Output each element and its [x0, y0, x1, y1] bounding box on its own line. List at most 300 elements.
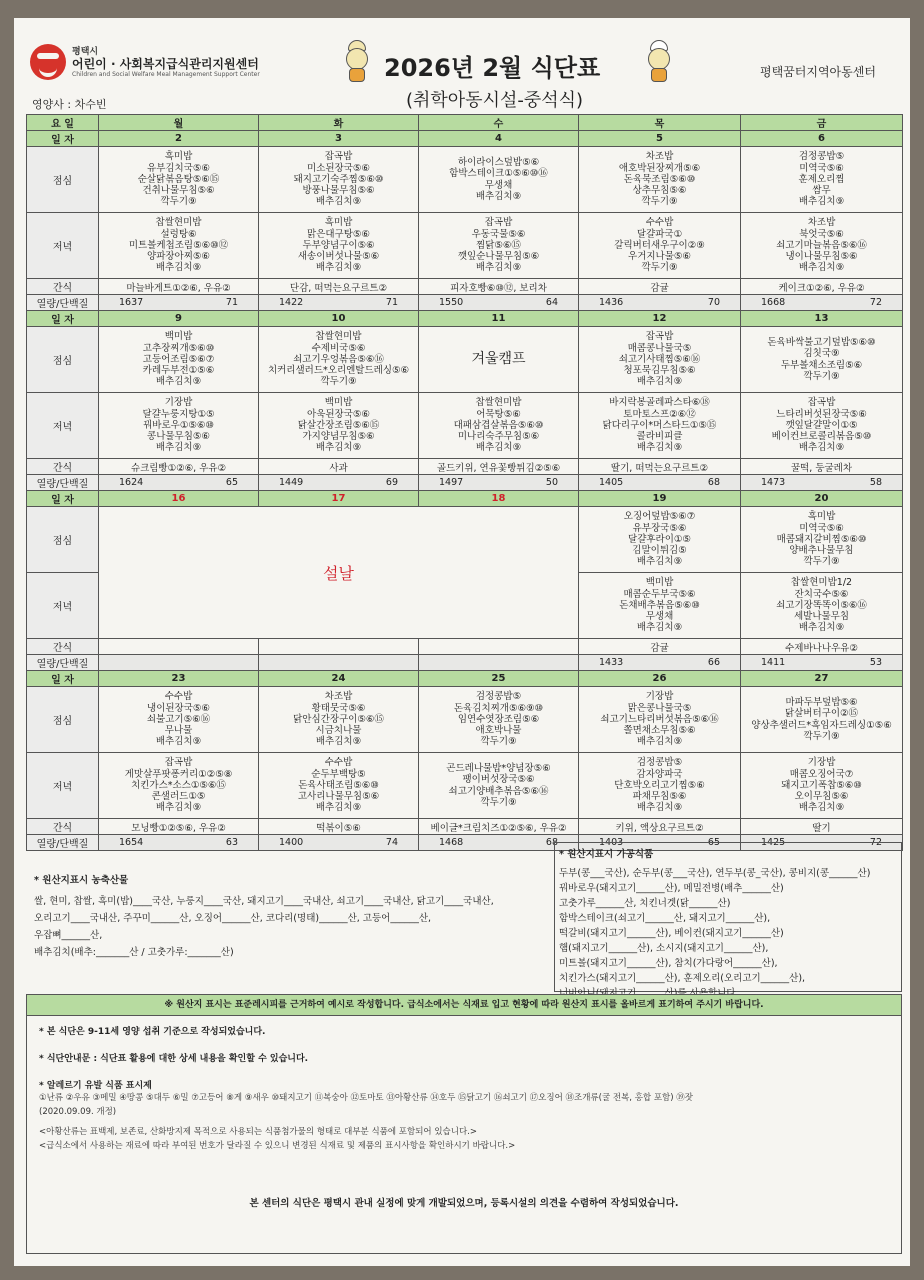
- menu-item: 두부볼채소조림⑤⑥: [780, 359, 863, 371]
- page-subtitle: (취학아동시설-중석식): [406, 90, 584, 111]
- dinner-cell: [741, 573, 903, 639]
- menu-item: 무생채: [645, 611, 674, 623]
- protein-g: 65: [225, 477, 238, 488]
- menu-item: 달걀후라이①⑤: [628, 533, 691, 545]
- dinner-label: 저녁: [27, 573, 99, 639]
- energy-kcal: 1468: [439, 837, 464, 848]
- kcal-values: [99, 477, 258, 488]
- energy-kcal: 1400: [279, 837, 304, 848]
- date-cell: 2: [99, 131, 259, 147]
- energy-kcal: 1403: [599, 837, 624, 848]
- protein-g: 72: [869, 297, 882, 308]
- menu-item: 깻잎순나물무침⑤⑥: [457, 251, 540, 263]
- energy-kcal: 1497: [439, 477, 464, 488]
- menu-item: 세발나물무침: [793, 611, 850, 623]
- logo-city: 평택시: [72, 47, 99, 57]
- menu-item: 기장밥: [807, 757, 836, 769]
- menu-item: 오이무침⑤⑥: [794, 791, 849, 803]
- snack-row: [27, 819, 903, 835]
- kcal-label: 열량/단백질: [27, 475, 99, 491]
- menu-item: 돈채배추볶음⑤⑥⑩: [619, 599, 700, 611]
- kcal-row: [27, 655, 903, 671]
- menu-item: 북엇국⑤⑥: [799, 228, 844, 240]
- snack-row: [27, 639, 903, 655]
- energy-kcal: 1436: [599, 297, 624, 308]
- kcal-label: 열량/단백질: [27, 655, 99, 671]
- mascot-icon: [342, 40, 372, 84]
- menu-item: 김칫국⑨: [803, 348, 840, 360]
- date-cell: 13: [741, 311, 903, 327]
- menu-item: 어묵탕⑤⑥: [476, 408, 521, 420]
- kcal-cell: [259, 835, 419, 851]
- menu-item: 시금치나물: [315, 725, 362, 737]
- menu-item: 배추김치⑨: [475, 190, 522, 202]
- kcal-cell: [579, 295, 741, 311]
- origin-agri-line: 오리고기____국내산, 주꾸미______산, 오징어______산, 코다리(명태)______산, 고등어______산,: [34, 913, 432, 924]
- dinner-cell: [419, 753, 579, 819]
- kcal-values: [741, 297, 902, 308]
- dinner-cell: [579, 213, 741, 279]
- snack-cell: 슈크림빵①②⑥, 우유②: [99, 459, 259, 475]
- snack-cell: [259, 639, 419, 655]
- menu-item: 차조밥: [807, 217, 836, 229]
- date-cell: 5: [579, 131, 741, 147]
- allergy-list: ①난류 ②우유 ③메밀 ④땅콩 ⑤대두 ⑥밀 ⑦고등어 ⑧게 ⑨새우 ⑩돼지고기 ⑪복숭아 ⑫토마토 ⑬아황산류 ⑭호두 ⑮닭고기 ⑯쇠고기 ⑰오징어 ⑱조개류(굴 전복, 홍합 포함) ⑲잣: [39, 1093, 693, 1103]
- menu-item: 쇠불고기⑤⑥⑯: [146, 713, 211, 725]
- menu-item: 마파두부덮밥⑤⑥: [785, 697, 858, 709]
- menu-item: 겨울캠프: [471, 350, 526, 367]
- lunch-cell: [579, 327, 741, 393]
- dinner-cell: [579, 753, 741, 819]
- menu-item: 수수밥: [645, 217, 674, 229]
- kcal-values: [99, 837, 258, 848]
- menu-item: 김말이튀김⑤: [632, 545, 687, 557]
- date-cell: 18: [419, 491, 579, 507]
- lunch-cell: [741, 507, 903, 573]
- snack-row: [27, 279, 903, 295]
- menu-item: 방풍나물무침⑤⑥: [302, 185, 375, 197]
- protein-g: 70: [707, 297, 720, 308]
- menu-item: 배추김치⑨: [475, 262, 522, 274]
- menu-item: 배추김치⑨: [155, 442, 202, 454]
- menu-item: 배추김치⑨: [315, 442, 362, 454]
- kcal-values: [579, 297, 740, 308]
- kcal-cell: [419, 295, 579, 311]
- snack-cell: 딸기: [741, 819, 903, 835]
- menu-item: 찹쌀현미밥: [315, 331, 362, 343]
- origin-agri-line: 우잡뼈______산,: [34, 930, 103, 941]
- menu-item: 깍두기⑨: [480, 736, 517, 748]
- origin-processed-line: 함박스테이크(쇠고기______산, 돼지고기______산),: [559, 913, 771, 924]
- menu-item: 배추김치⑨: [315, 196, 362, 208]
- dinner-row: [27, 393, 903, 459]
- menu-item: 게맛살푸팟퐁커리①②⑤⑧: [124, 768, 233, 780]
- lunch-cell: [99, 687, 259, 753]
- menu-item: 쌈무: [812, 185, 831, 197]
- snack-label: 간식: [27, 279, 99, 295]
- dinner-row: [27, 213, 903, 279]
- menu-item: 훈제오리찜: [798, 173, 845, 185]
- menu-item: 콩나물무침⑤⑥: [147, 431, 210, 443]
- date-label: 일 자: [27, 671, 99, 687]
- snack-label: 간식: [27, 819, 99, 835]
- lunch-cell: [99, 327, 259, 393]
- menu-item: 수수밥: [324, 757, 353, 769]
- date-cell: 20: [741, 491, 903, 507]
- menu-item: 배추김치⑨: [636, 442, 683, 454]
- menu-item: 배추김치⑨: [798, 262, 845, 274]
- kcal-values: [741, 657, 902, 668]
- kcal-values: [419, 297, 578, 308]
- menu-item: 돈육김치찌개⑤⑥⑨⑩: [453, 702, 544, 714]
- menu-item: 유부장국⑤⑥: [632, 522, 687, 534]
- menu-item: 가지양념무침⑤⑥: [302, 431, 375, 443]
- menu-item: 기장밥: [164, 397, 193, 409]
- lunch-row: [27, 327, 903, 393]
- protein-g: 68: [545, 837, 558, 848]
- snack-cell: 케이크①②⑥, 우유②: [741, 279, 903, 295]
- date-cell: 23: [99, 671, 259, 687]
- menu-item: 파채무침⑤⑥: [632, 791, 687, 803]
- menu-item: 백미밥: [324, 397, 353, 409]
- menu-item: 배추김치⑨: [315, 736, 362, 748]
- weekday-header-row: [27, 115, 903, 131]
- protein-g: 72: [869, 837, 882, 848]
- nutrition-standard-note: * 본 식단은 9-11세 영양 섭취 기준으로 작성되었습니다.: [39, 1027, 266, 1037]
- menu-item: 맑은대구탕⑤⑥: [307, 228, 370, 240]
- menu-item: 쫄면채소무침⑤⑥: [623, 725, 696, 737]
- kcal-values: [259, 297, 418, 308]
- menu-item: 흑미밥: [324, 217, 353, 229]
- menu-item: 맑은콩나물국⑤: [627, 702, 692, 714]
- weekday-label: 요 일: [27, 115, 99, 131]
- protein-g: 65: [707, 837, 720, 848]
- menu-item: 베이컨브로콜리볶음⑤⑩: [771, 431, 872, 443]
- date-cell: 16: [99, 491, 259, 507]
- allergy-revision-date: (2020.09.09. 개정): [39, 1107, 117, 1117]
- date-label: 일 자: [27, 311, 99, 327]
- dinner-cell: [99, 753, 259, 819]
- protein-g: 69: [385, 477, 398, 488]
- menu-item: 흑미밥: [807, 511, 836, 523]
- dinner-cell: [259, 753, 419, 819]
- origin-processed-section: [554, 842, 902, 992]
- menu-item: 돼지고기폭찹⑤⑥⑩: [781, 779, 862, 791]
- menu-item: 닭살버터구이②⑮: [784, 708, 859, 720]
- kcal-cell: [99, 295, 259, 311]
- menu-item: 차조밥: [324, 691, 353, 703]
- menu-item: 돈육사태조림⑤⑥⑩: [298, 779, 379, 791]
- header: [14, 18, 910, 114]
- lunch-label: 점심: [27, 687, 99, 753]
- snack-cell: 키위, 액상요구르트②: [579, 819, 741, 835]
- menu-item: 깍두기⑨: [480, 796, 517, 808]
- protein-g: 66: [707, 657, 720, 668]
- menu-item: 곤드레나물밥*양념장⑤⑥: [446, 763, 551, 775]
- menu-item: 잡곡밥: [645, 331, 674, 343]
- protein-g: 63: [225, 837, 238, 848]
- dinner-cell: [741, 753, 903, 819]
- menu-item: 깍두기⑨: [641, 262, 678, 274]
- kcal-cell: [579, 475, 741, 491]
- kcal-cell: [259, 475, 419, 491]
- snack-cell: 모닝빵①②⑤⑥, 우유②: [99, 819, 259, 835]
- lunch-cell: [419, 147, 579, 213]
- kcal-label: 열량/단백질: [27, 295, 99, 311]
- snack-cell: 피자호빵⑥⑩⑫, 보리차: [419, 279, 579, 295]
- snack-cell: 감귤: [579, 279, 741, 295]
- menu-item: 깍두기⑨: [160, 196, 197, 208]
- menu-item: 냉이나물무침⑤⑥: [785, 251, 858, 263]
- origin-processed-line: 꿔바로우(돼지고기______산), 메밀전병(배추______산): [559, 883, 784, 894]
- menu-item: 찹쌀현미밥: [475, 397, 522, 409]
- menu-item: 배추김치⑨: [475, 442, 522, 454]
- kcal-cell: [259, 295, 419, 311]
- dietitian-name: 영양사 : 차수빈: [32, 98, 107, 111]
- menu-item: 깍두기⑨: [320, 376, 357, 388]
- date-cell: 27: [741, 671, 903, 687]
- date-cell: 10: [259, 311, 419, 327]
- menu-item: 백미밥: [645, 577, 674, 589]
- center-statement: 본 센터의 식단은 평택시 관내 실정에 맞게 개발되었으며, 등록시설의 의견을 수렴하여 작성되었습니다.: [249, 1198, 679, 1209]
- kcal-values: [259, 477, 418, 488]
- kcal-values: [579, 477, 740, 488]
- menu-item: 건취나물무침⑤⑥: [142, 185, 215, 197]
- protein-g: 58: [869, 477, 882, 488]
- holiday-text: 설날: [323, 564, 354, 583]
- menu-item: 미역국⑤⑥: [799, 522, 844, 534]
- energy-kcal: 1411: [761, 657, 786, 668]
- menu-item: 배추김치⑨: [798, 802, 845, 814]
- protein-g: 53: [869, 657, 882, 668]
- logo-english-name: Children and Social Welfare Meal Management Support Center: [72, 71, 260, 78]
- date-cell: 3: [259, 131, 419, 147]
- facility-name: 평택꿈터지역아동센터: [760, 65, 876, 79]
- footer-notes: [26, 1016, 902, 1254]
- menu-item: 유부김치국⑤⑥: [147, 162, 210, 174]
- menu-item: 매콤콩나물국⑤: [627, 342, 692, 354]
- dinner-row: [27, 753, 903, 819]
- menu-item: 두부양념구이⑤⑥: [302, 239, 375, 251]
- dinner-cell: [259, 213, 419, 279]
- menu-item: 배추김치⑨: [636, 802, 683, 814]
- kcal-values: [99, 297, 258, 308]
- menu-item: 양상추샐러드*흑임자드레싱①⑤⑥: [751, 719, 892, 731]
- date-label: 일 자: [27, 131, 99, 147]
- allergy-title: * 알레르기 유발 식품 표시제: [39, 1081, 152, 1091]
- kcal-cell: [741, 475, 903, 491]
- lunch-cell: [259, 327, 419, 393]
- dinner-cell: [259, 393, 419, 459]
- dinner-label: 저녁: [27, 213, 99, 279]
- energy-kcal: 1433: [599, 657, 624, 668]
- menu-item: 황태뭇국⑤⑥: [311, 702, 366, 714]
- date-row: [27, 491, 903, 507]
- protein-g: 50: [545, 477, 558, 488]
- lunch-cell: [99, 147, 259, 213]
- menu-item: 애호박나물: [475, 725, 522, 737]
- menu-item: 찜닭⑤⑥⑮: [476, 239, 521, 251]
- lunch-cell: [579, 147, 741, 213]
- menu-item: 배추김치⑨: [798, 196, 845, 208]
- menu-item: 새송이버섯나물⑤⑥: [297, 251, 380, 263]
- kcal-values: [579, 657, 740, 668]
- energy-kcal: 1405: [599, 477, 624, 488]
- weekday-cell: 목: [579, 115, 741, 131]
- menu-item: 쇠고기장똑똑이⑤⑥⑯: [776, 599, 867, 611]
- menu-item: 설렁탕⑥: [160, 228, 197, 240]
- origin-processed-line: 두부(콩___국산), 순두부(콩___국산), 연두부(콩_국산), 콩비지(콩______산): [559, 868, 871, 879]
- dinner-label: 저녁: [27, 753, 99, 819]
- menu-item: 수수밥: [164, 691, 193, 703]
- snack-row: [27, 459, 903, 475]
- origin-agri-line: 쌀, 현미, 찹쌀, 흑미(밥)____국산, 누룽지____국산, 돼지고기____국내산, 쇠고기____국내산, 닭고기____국내산,: [34, 896, 494, 907]
- menu-item: 무생채: [484, 179, 513, 191]
- date-cell: 6: [741, 131, 903, 147]
- kcal-values: [741, 477, 902, 488]
- lunch-row: [27, 147, 903, 213]
- menu-item: 팽이버섯장국⑤⑥: [462, 774, 535, 786]
- energy-kcal: 1654: [119, 837, 144, 848]
- menu-item: 배추김치⑨: [155, 802, 202, 814]
- dinner-cell: [99, 393, 259, 459]
- menu-item: 함박스테이크①⑤⑥⑩⑯: [449, 168, 548, 180]
- menu-item: 검정콩밥⑤: [798, 151, 845, 163]
- date-cell: 12: [579, 311, 741, 327]
- origin-note-banner: ※ 원산지 표시는 표준레시피를 근거하여 예시로 작성합니다. 급식소에서는 식재료 입고 현황에 따라 원산지 표시를 올바르게 표기하여 주시기 바랍니다.: [26, 994, 902, 1016]
- menu-item: 깍두기⑨: [641, 196, 678, 208]
- menu-item: 하이라이스덮밥⑤⑥: [457, 157, 540, 169]
- energy-kcal: 1668: [761, 297, 786, 308]
- kcal-values: [259, 837, 418, 848]
- lunch-row: [27, 507, 903, 573]
- lunch-cell: [259, 147, 419, 213]
- snack-cell: 수제바나나우유②: [741, 639, 903, 655]
- menu-item: 배추김치⑨: [315, 802, 362, 814]
- date-label: 일 자: [27, 491, 99, 507]
- origin-agri-title: * 원산지표시 농축산물: [34, 875, 129, 886]
- menu-item: 치커리샐러드*오리엔탈드레싱⑤⑥: [267, 365, 410, 377]
- kcal-cell: [419, 475, 579, 491]
- menu-item: 쇠고기양배추볶음⑤⑥⑯: [448, 785, 549, 797]
- menu-item: 깍두기⑨: [803, 370, 840, 382]
- menu-item: 배추김치⑨: [798, 622, 845, 634]
- menu-item: 잡곡밥: [164, 757, 193, 769]
- weekday-cell: 월: [99, 115, 259, 131]
- menu-item: 흑미밥: [164, 151, 193, 163]
- dinner-cell: [419, 393, 579, 459]
- menu-item: 차조밥: [645, 151, 674, 163]
- protein-g: 74: [385, 837, 398, 848]
- menu-item: 냉이된장국⑤⑥: [147, 702, 210, 714]
- lunch-cell: [579, 507, 741, 573]
- menu-item: 바지락봉골레파스타⑥⑱: [609, 397, 710, 409]
- energy-kcal: 1550: [439, 297, 464, 308]
- protein-g: 68: [707, 477, 720, 488]
- menu-item: 닭다리구이*머스타드①⑤⑮: [602, 419, 717, 431]
- menu-item: 달걀누룽지탕①⑤: [142, 408, 215, 420]
- weekday-cell: 수: [419, 115, 579, 131]
- date-cell: 26: [579, 671, 741, 687]
- menu-item: 카레두부전①⑤⑥: [142, 365, 215, 377]
- kcal-row: [27, 295, 903, 311]
- kcal-cell: [741, 295, 903, 311]
- menu-item: 잡곡밥: [807, 397, 836, 409]
- lunch-cell: [419, 687, 579, 753]
- menu-item: 수제비국⑤⑥: [311, 342, 366, 354]
- menu-item: 오징어덮밥⑤⑥⑦: [623, 511, 696, 523]
- menu-item: 콜라비피클: [636, 431, 683, 443]
- menu-item: 갈릭버터새우구이②⑨: [614, 239, 705, 251]
- menu-item: 매콤돼지갈비찜⑤⑥⑩: [776, 533, 867, 545]
- menu-item: 임연수엿장조림⑤⑥: [457, 713, 540, 725]
- menu-item: 쇠고기사태찜⑤⑥⑯: [618, 353, 701, 365]
- energy-kcal: 1425: [761, 837, 786, 848]
- menu-item: 배추김치⑨: [155, 376, 202, 388]
- chef-mascot-icon: [644, 40, 674, 84]
- origin-processed-line: 햄(돼지고기______산), 소시지(돼지고기______산),: [559, 943, 769, 954]
- menu-item: 고사리나물무침⑤⑥: [297, 791, 380, 803]
- menu-item: 찹쌀현미밥: [155, 217, 202, 229]
- ingredient-change-note: <급식소에서 사용하는 재료에 따라 부여된 번호가 달라질 수 있으니 변경된 식재료 및 제품의 표시사항을 확인하시기 바랍니다.>: [39, 1141, 516, 1151]
- date-cell: 24: [259, 671, 419, 687]
- snack-cell: [99, 639, 259, 655]
- menu-item: 닭살간장조림⑤⑥⑮: [297, 419, 380, 431]
- menu-item: 돈육묵조림⑤⑥⑩: [623, 173, 696, 185]
- snack-cell: 감귤: [579, 639, 741, 655]
- origin-processed-line: 고춧가루______산, 치킨너겟(닭______산): [559, 898, 731, 909]
- kcal-values: [419, 477, 578, 488]
- menu-item: 대패삼겹살볶음⑤⑥⑩: [453, 419, 544, 431]
- menu-item: 감자양파국: [636, 768, 683, 780]
- lunch-cell: [259, 687, 419, 753]
- snack-label: 간식: [27, 639, 99, 655]
- lunch-label: 점심: [27, 327, 99, 393]
- menu-item: 단호박오리고기찜⑤⑥: [614, 779, 705, 791]
- menu-item: 미역국⑤⑥: [799, 162, 844, 174]
- menu-item: 순살닭볶음탕⑤⑥⑮: [137, 173, 220, 185]
- snack-cell: 사과: [259, 459, 419, 475]
- origin-agri-section: [26, 853, 566, 1003]
- energy-kcal: 1422: [279, 297, 304, 308]
- energy-kcal: 1637: [119, 297, 144, 308]
- menu-item: 잡곡밥: [324, 151, 353, 163]
- menu-item: 배추김치⑨: [155, 736, 202, 748]
- menu-item: 우거지나물⑤⑥: [628, 251, 691, 263]
- kcal-cell: [99, 655, 259, 671]
- menu-item: 느타리버섯된장국⑤⑥: [776, 408, 867, 420]
- origin-processed-line: 떡갈비(돼지고기______산), 베이컨(돼지고기______산): [559, 928, 784, 939]
- protein-g: 71: [225, 297, 238, 308]
- menu-item: 닭안심간장구이⑤⑥⑮: [293, 713, 384, 725]
- menu-item: 깻잎달걀말이①⑤: [785, 419, 858, 431]
- menu-item: 청포묵김무침⑤⑥: [623, 365, 696, 377]
- lunch-cell: [741, 327, 903, 393]
- dinner-cell: [741, 213, 903, 279]
- date-cell: 9: [99, 311, 259, 327]
- menu-item: 찹쌀현미밥1/2: [790, 577, 853, 589]
- menu-item: 양배추나물무침: [789, 545, 854, 557]
- menu-item: 백미밥: [164, 331, 193, 343]
- snack-cell: 꿀떡, 둥굴레차: [741, 459, 903, 475]
- lunch-cell: [419, 327, 579, 393]
- snack-cell: 마늘바게트①②⑥, 우유②: [99, 279, 259, 295]
- menu-item: 매콤순두부국⑤⑥: [623, 588, 696, 600]
- snack-cell: 단감, 떠먹는요구르트②: [259, 279, 419, 295]
- menu-item: 애호박된장찌개⑤⑥: [618, 162, 701, 174]
- lunch-row: [27, 687, 903, 753]
- holiday-cell: [99, 507, 579, 639]
